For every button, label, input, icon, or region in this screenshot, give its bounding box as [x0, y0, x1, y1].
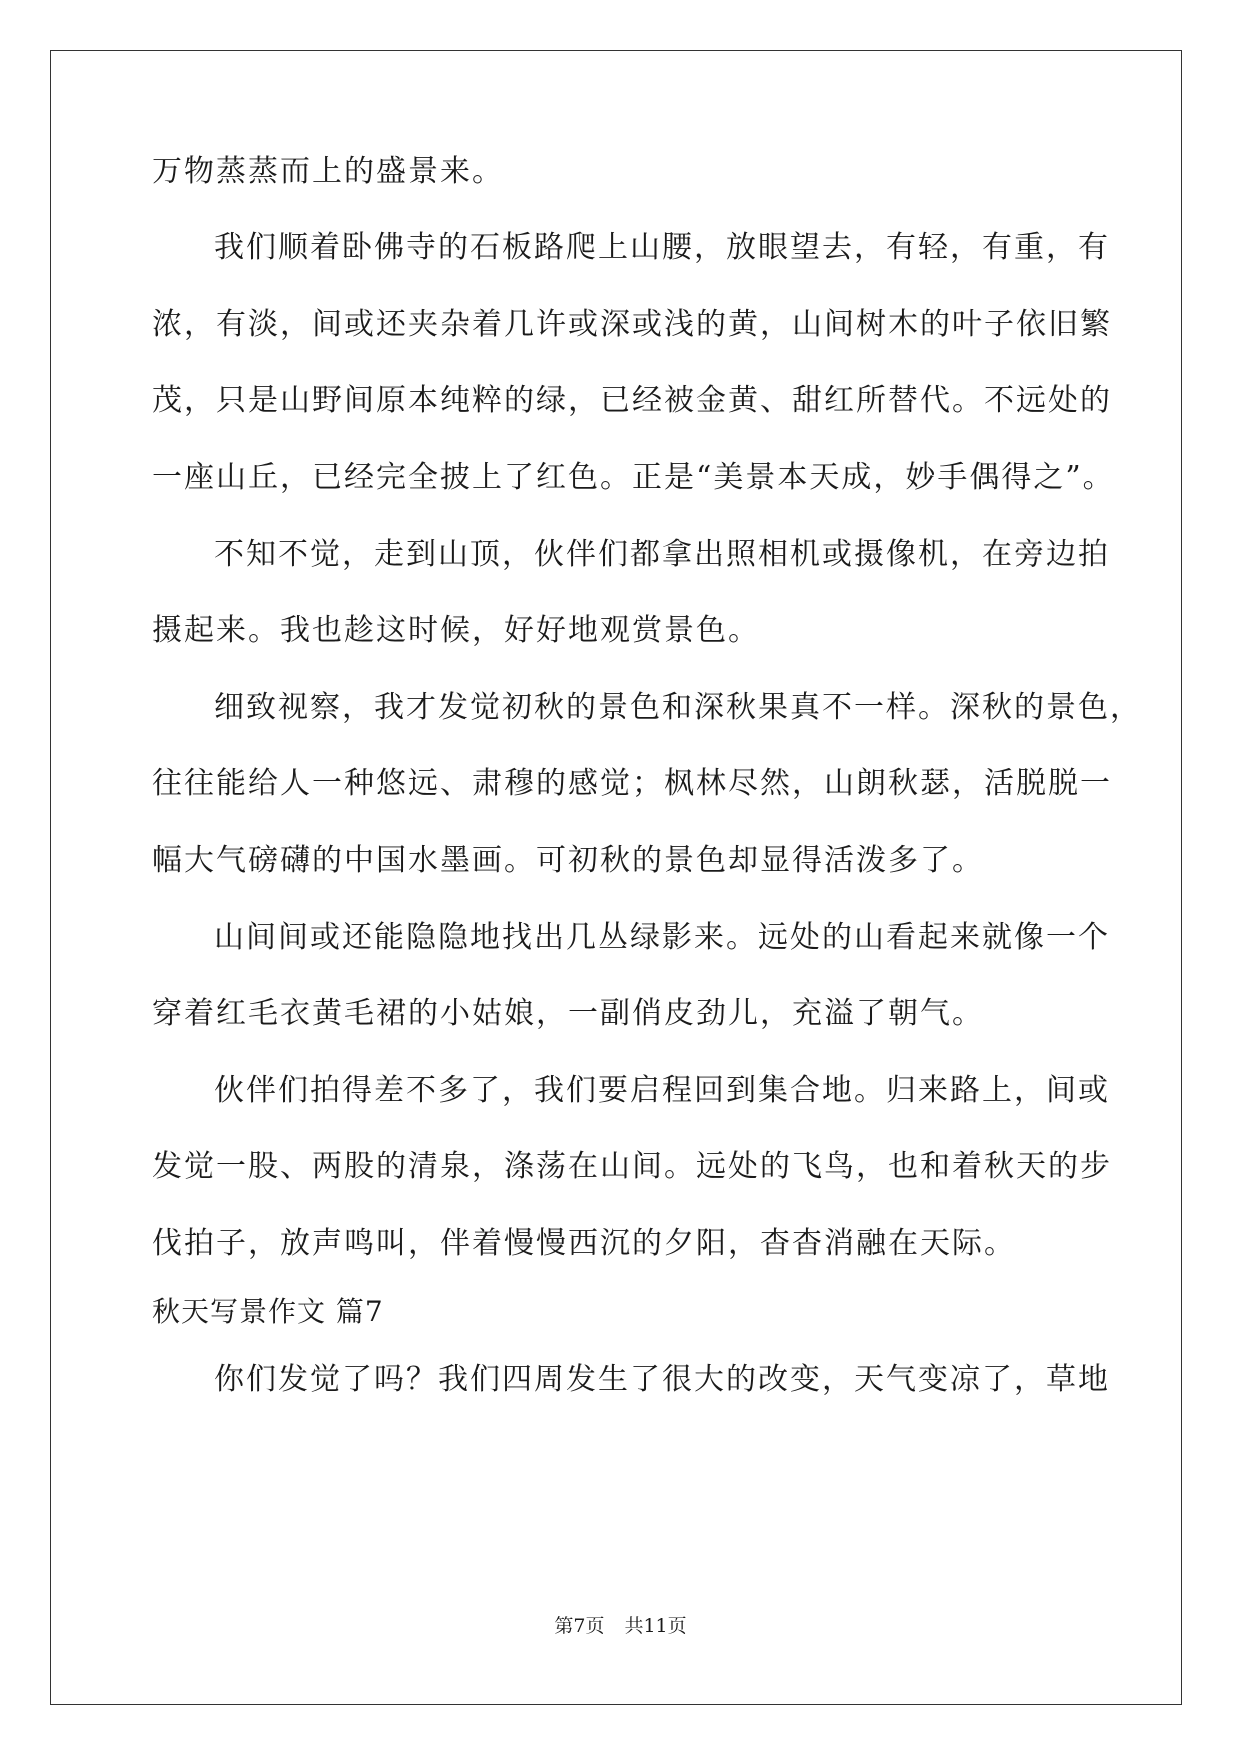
- paragraph-first-line: 伙伴们拍得差不多了，我们要启程回到集合地。归来路上，间或: [214, 1073, 1110, 1108]
- page-number: 第7页: [554, 1615, 605, 1637]
- page-total: 共11页: [624, 1615, 687, 1637]
- text-line: 伐拍子，放声鸣叫，伴着慢慢西沉的夕阳，杳杳消融在天际。: [152, 1226, 1016, 1261]
- paragraph-first-line: 我们顺着卧佛寺的石板路爬上山腰，放眼望去，有轻，有重，有: [214, 230, 1110, 265]
- text-line: 发觉一股、两股的清泉，涤荡在山间。远处的飞鸟，也和着秋天的步: [152, 1149, 1112, 1184]
- text-line: 摄起来。我也趁这时候，好好地观赏景色。: [152, 613, 760, 648]
- text-line: 一座山丘，已经完全披上了红色。正是“美景本天成，妙手偶得之”。: [152, 460, 1115, 495]
- text-line: 万物蒸蒸而上的盛景来。: [152, 154, 504, 189]
- paragraph-first-line: 你们发觉了吗？我们四周发生了很大的改变，天气变凉了，草地: [214, 1362, 1110, 1397]
- paragraph-first-line: 细致视察，我才发觉初秋的景色和深秋果真不一样。深秋的景色，: [214, 690, 1142, 725]
- paragraph-first-line: 不知不觉，走到山顶，伙伴们都拿出照相机或摄像机，在旁边拍: [214, 537, 1110, 572]
- text-line: 幅大气磅礴的中国水墨画。可初秋的景色却显得活泼多了。: [152, 843, 984, 878]
- section-heading: 秋天写景作文 篇7: [152, 1295, 384, 1328]
- text-line: 浓，有淡，间或还夹杂着几许或深或浅的黄，山间树木的叶子依旧繁: [152, 307, 1112, 342]
- text-line: 茂，只是山野间原本纯粹的绿，已经被金黄、甜红所替代。不远处的: [152, 383, 1112, 418]
- text-line: 往往能给人一种悠远、肃穆的感觉；枫林尽然，山朗秋瑟，活脱脱一: [152, 766, 1112, 801]
- page-footer: [0, 1614, 1241, 1638]
- text-line: 穿着红毛衣黄毛裙的小姑娘，一副俏皮劲儿，充溢了朝气。: [152, 996, 984, 1031]
- paragraph-first-line: 山间间或还能隐隐地找出几丛绿影来。远处的山看起来就像一个: [214, 920, 1110, 955]
